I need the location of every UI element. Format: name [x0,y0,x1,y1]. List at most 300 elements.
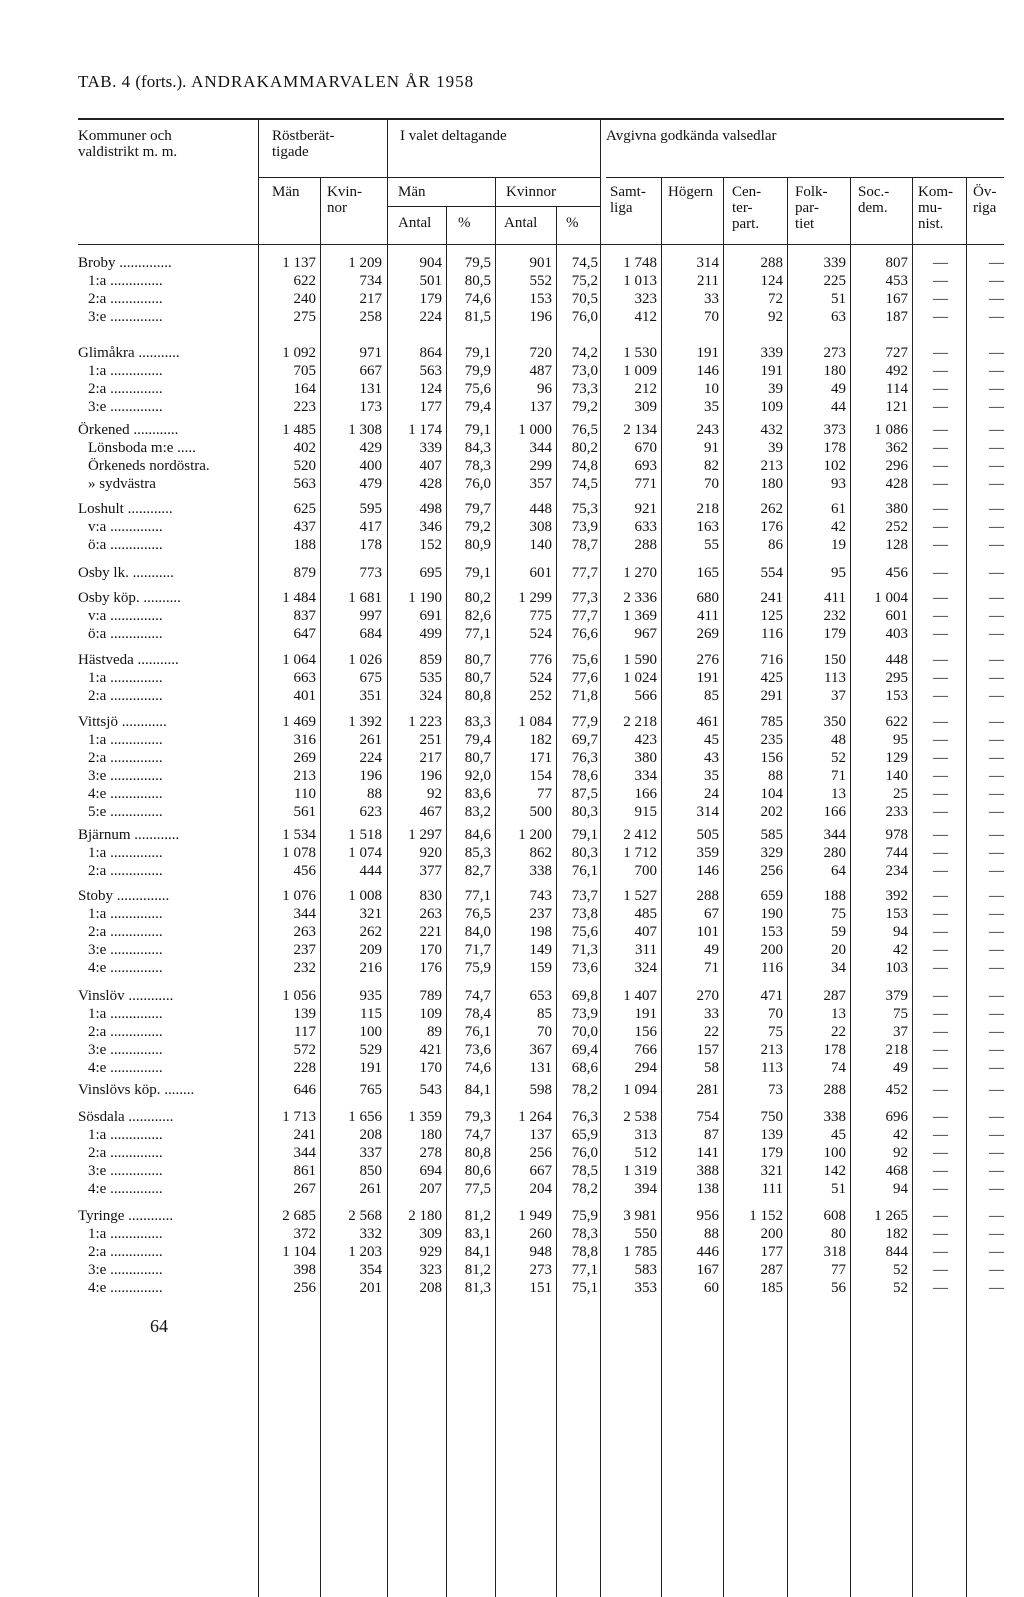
table-row [0,625,1024,643]
row-label: ö:a .............. [88,537,163,553]
cell-kommunister: — [933,714,948,730]
cell-hogern: 680 [696,590,719,606]
cell-deltagande-kvinnor-pct: 76,3 [571,750,598,766]
cell-ovriga: — [989,626,1004,642]
cell-ovriga: — [989,906,1004,922]
cell-deltagande-man-pct: 80,7 [464,750,491,766]
cell-deltagande-man-pct: 84,0 [464,924,491,940]
table-row [0,308,1024,326]
cell-folkpartiet: 52 [831,750,846,766]
cell-folkpartiet: 338 [823,1109,846,1125]
cell-centerpartiet: 262 [760,501,783,517]
row-label: Tyringe ............ [78,1208,174,1224]
cell-deltagande-kvinnor-pct: 78,6 [571,768,598,784]
cell-socialdemokrater: 296 [885,458,908,474]
cell-deltagande-kvinnor-antal: 743 [529,888,552,904]
cell-samtliga: 423 [634,732,657,748]
cell-ovriga: — [989,422,1004,438]
cell-rost-man: 316 [293,732,316,748]
cell-folkpartiet: 59 [831,924,846,940]
cell-folkpartiet: 179 [823,626,846,642]
cell-deltagande-kvinnor-pct: 80,2 [571,440,598,456]
cell-socialdemokrater: 52 [893,1280,908,1296]
cell-deltagande-kvinnor-pct: 77,7 [571,608,598,624]
cell-deltagande-man-antal: 407 [419,458,442,474]
cell-deltagande-kvinnor-antal: 159 [529,960,552,976]
cell-rost-kvinnor: 201 [359,1280,382,1296]
cell-folkpartiet: 37 [831,688,846,704]
cell-deltagande-man-pct: 79,4 [464,399,491,415]
row-label: Lönsboda m:e ..... [88,440,196,456]
cell-rost-man: 1 092 [282,345,316,361]
cell-deltagande-man-antal: 323 [419,1262,442,1278]
table-row [0,254,1024,272]
cell-deltagande-kvinnor-antal: 1 264 [518,1109,552,1125]
cell-folkpartiet: 288 [823,1082,846,1098]
cell-rost-man: 256 [293,1280,316,1296]
cell-deltagande-man-antal: 694 [419,1163,442,1179]
cell-deltagande-kvinnor-antal: 196 [529,309,552,325]
cell-folkpartiet: 80 [831,1226,846,1242]
cell-rost-man: 344 [293,1145,316,1161]
cell-ovriga: — [989,440,1004,456]
cell-hogern: 33 [704,291,719,307]
cell-folkpartiet: 318 [823,1244,846,1260]
cell-deltagande-kvinnor-pct: 73,9 [571,1006,598,1022]
cell-hogern: 91 [704,440,719,456]
cell-kommunister: — [933,1060,948,1076]
cell-kommunister: — [933,565,948,581]
cell-socialdemokrater: 696 [885,1109,908,1125]
cell-rost-kvinnor: 1 026 [348,652,382,668]
cell-deltagande-kvinnor-pct: 76,3 [571,1109,598,1125]
row-label: 3:e .............. [88,942,163,958]
cell-folkpartiet: 75 [831,906,846,922]
cell-hogern: 70 [704,309,719,325]
cell-folkpartiet: 71 [831,768,846,784]
cell-kommunister: — [933,381,948,397]
row-label: » sydvästra [88,476,156,492]
cell-deltagande-man-pct: 73,6 [464,1042,491,1058]
cell-rost-man: 1 076 [282,888,316,904]
cell-samtliga: 191 [634,1006,657,1022]
cell-centerpartiet: 125 [760,608,783,624]
cell-rost-man: 372 [293,1226,316,1242]
cell-ovriga: — [989,309,1004,325]
cell-deltagande-kvinnor-antal: 601 [529,565,552,581]
cell-deltagande-man-pct: 84,3 [464,440,491,456]
cell-deltagande-man-pct: 79,1 [464,565,491,581]
cell-kommunister: — [933,458,948,474]
table-row [0,687,1024,705]
cell-centerpartiet: 554 [760,565,783,581]
cell-rost-kvinnor: 100 [359,1024,382,1040]
cell-deltagande-kvinnor-antal: 182 [529,732,552,748]
cell-kommunister: — [933,590,948,606]
table-row [0,785,1024,803]
table-row [0,669,1024,687]
cell-ovriga: — [989,1181,1004,1197]
cell-centerpartiet: 116 [761,626,783,642]
cell-rost-kvinnor: 595 [359,501,382,517]
row-label: 3:e .............. [88,399,163,415]
cell-samtliga: 334 [634,768,657,784]
cell-rost-man: 646 [293,1082,316,1098]
cell-rost-kvinnor: 216 [359,960,382,976]
cell-deltagande-kvinnor-pct: 74,8 [571,458,598,474]
cell-deltagande-man-pct: 79,2 [464,519,491,535]
cell-hogern: 388 [696,1163,719,1179]
cell-rost-man: 139 [293,1006,316,1022]
cell-deltagande-kvinnor-pct: 75,1 [571,1280,598,1296]
table-row [0,439,1024,457]
row-label: 1:a .............. [88,845,163,861]
cell-deltagande-man-antal: 691 [419,608,442,624]
cell-ovriga: — [989,768,1004,784]
cell-deltagande-kvinnor-pct: 77,3 [571,590,598,606]
cell-samtliga: 633 [634,519,657,535]
cell-hogern: 88 [704,1226,719,1242]
cell-folkpartiet: 63 [831,309,846,325]
cell-samtliga: 309 [634,399,657,415]
cell-hogern: 288 [696,888,719,904]
cell-folkpartiet: 339 [823,255,846,271]
cell-deltagande-man-pct: 76,5 [464,906,491,922]
cell-ovriga: — [989,1060,1004,1076]
cell-hogern: 146 [696,363,719,379]
cell-kommunister: — [933,804,948,820]
table-row [0,398,1024,416]
cell-deltagande-man-antal: 217 [419,750,442,766]
cell-deltagande-kvinnor-antal: 85 [537,1006,552,1022]
row-label: 4:e .............. [88,786,163,802]
cell-samtliga: 1 024 [623,670,657,686]
cell-socialdemokrater: 1 086 [874,422,908,438]
cell-folkpartiet: 344 [823,827,846,843]
cell-kommunister: — [933,863,948,879]
cell-centerpartiet: 113 [761,1060,783,1076]
cell-hogern: 956 [696,1208,719,1224]
cell-deltagande-man-pct: 85,3 [464,845,491,861]
cell-hogern: 167 [696,1262,719,1278]
cell-deltagande-kvinnor-antal: 1 000 [518,422,552,438]
row-label: 2:a .............. [88,291,163,307]
cell-kommunister: — [933,345,948,361]
cell-centerpartiet: 92 [768,309,783,325]
table-row [0,1059,1024,1077]
cell-socialdemokrater: 492 [885,363,908,379]
cell-centerpartiet: 72 [768,291,783,307]
cell-deltagande-man-antal: 428 [419,476,442,492]
cell-hogern: 55 [704,537,719,553]
cell-deltagande-kvinnor-pct: 65,9 [571,1127,598,1143]
cell-rost-man: 647 [293,626,316,642]
cell-deltagande-man-pct: 81,5 [464,309,491,325]
cell-kommunister: — [933,1006,948,1022]
cell-deltagande-kvinnor-pct: 69,4 [571,1042,598,1058]
cell-rost-kvinnor: 1 308 [348,422,382,438]
table-row [0,767,1024,785]
cell-rost-man: 263 [293,924,316,940]
cell-folkpartiet: 56 [831,1280,846,1296]
cell-folkpartiet: 34 [831,960,846,976]
cell-hogern: 49 [704,942,719,958]
cell-deltagande-man-antal: 1 359 [408,1109,442,1125]
row-label: Hästveda ........... [78,652,179,668]
table-row [0,380,1024,398]
cell-rost-man: 437 [293,519,316,535]
cell-samtliga: 1 270 [623,565,657,581]
cell-deltagande-kvinnor-antal: 96 [537,381,552,397]
cell-rost-man: 563 [293,476,316,492]
cell-hogern: 35 [704,399,719,415]
cell-socialdemokrater: 362 [885,440,908,456]
cell-socialdemokrater: 744 [885,845,908,861]
cell-deltagande-man-pct: 82,7 [464,863,491,879]
cell-rost-kvinnor: 224 [359,750,382,766]
table-row [0,475,1024,493]
cell-hogern: 141 [696,1145,719,1161]
cell-samtliga: 311 [635,942,657,958]
cell-ovriga: — [989,732,1004,748]
header-kvinnor-antal: Antal [504,215,538,231]
cell-rost-kvinnor: 1 681 [348,590,382,606]
cell-deltagande-kvinnor-antal: 901 [529,255,552,271]
cell-hogern: 211 [697,273,719,289]
cell-samtliga: 407 [634,924,657,940]
row-label: Glimåkra ........... [78,345,180,361]
cell-deltagande-man-antal: 1 297 [408,827,442,843]
cell-centerpartiet: 291 [760,688,783,704]
cell-hogern: 71 [704,960,719,976]
cell-socialdemokrater: 121 [885,399,908,415]
cell-deltagande-man-pct: 82,6 [464,608,491,624]
cell-kommunister: — [933,363,948,379]
cell-deltagande-man-antal: 170 [419,1060,442,1076]
cell-folkpartiet: 150 [823,652,846,668]
cell-samtliga: 1 527 [623,888,657,904]
cell-folkpartiet: 608 [823,1208,846,1224]
cell-rost-kvinnor: 131 [359,381,382,397]
cell-deltagande-kvinnor-pct: 78,7 [571,537,598,553]
cell-deltagande-kvinnor-antal: 252 [529,688,552,704]
cell-folkpartiet: 22 [831,1024,846,1040]
cell-samtliga: 967 [634,626,657,642]
header-centerpartiet: Cen- ter- part. [732,184,762,232]
row-label: v:a .............. [88,608,163,624]
cell-folkpartiet: 373 [823,422,846,438]
cell-folkpartiet: 44 [831,399,846,415]
cell-socialdemokrater: 380 [885,501,908,517]
cell-centerpartiet: 213 [760,458,783,474]
cell-deltagande-man-pct: 76,0 [464,476,491,492]
cell-hogern: 67 [704,906,719,922]
cell-ovriga: — [989,1208,1004,1224]
cell-folkpartiet: 411 [824,590,846,606]
row-label: 3:e .............. [88,1042,163,1058]
header-rost-man: Män [272,184,300,200]
cell-deltagande-kvinnor-antal: 1 200 [518,827,552,843]
cell-deltagande-man-pct: 75,9 [464,960,491,976]
cell-socialdemokrater: 295 [885,670,908,686]
cell-hogern: 314 [696,804,719,820]
cell-ovriga: — [989,381,1004,397]
cell-samtliga: 380 [634,750,657,766]
table-row [0,564,1024,582]
cell-deltagande-kvinnor-pct: 79,2 [571,399,598,415]
cell-kommunister: — [933,845,948,861]
header-i-valet-deltagande: I valet deltagande [400,128,507,144]
table-row [0,844,1024,862]
cell-rost-kvinnor: 209 [359,942,382,958]
cell-deltagande-man-antal: 278 [419,1145,442,1161]
cell-deltagande-man-pct: 81,2 [464,1262,491,1278]
row-label: 4:e .............. [88,960,163,976]
cell-deltagande-man-pct: 80,5 [464,273,491,289]
cell-centerpartiet: 153 [760,924,783,940]
row-label: 2:a .............. [88,863,163,879]
cell-deltagande-kvinnor-pct: 73,0 [571,363,598,379]
cell-centerpartiet: 176 [760,519,783,535]
header-man-pct: % [458,215,471,231]
cell-deltagande-kvinnor-pct: 74,5 [571,255,598,271]
cell-folkpartiet: 180 [823,363,846,379]
cell-rost-kvinnor: 444 [359,863,382,879]
cell-centerpartiet: 1 152 [749,1208,783,1224]
cell-deltagande-man-antal: 499 [419,626,442,642]
cell-deltagande-kvinnor-antal: 171 [529,750,552,766]
cell-samtliga: 583 [634,1262,657,1278]
cell-samtliga: 700 [634,863,657,879]
cell-socialdemokrater: 167 [885,291,908,307]
cell-deltagande-kvinnor-antal: 598 [529,1082,552,1098]
cell-deltagande-kvinnor-antal: 1 949 [518,1208,552,1224]
cell-rost-man: 267 [293,1181,316,1197]
cell-samtliga: 1 369 [623,608,657,624]
cell-rost-kvinnor: 262 [359,924,382,940]
cell-hogern: 101 [696,924,719,940]
cell-deltagande-man-pct: 84,6 [464,827,491,843]
cell-rost-man: 228 [293,1060,316,1076]
cell-deltagande-kvinnor-antal: 948 [529,1244,552,1260]
cell-rost-kvinnor: 623 [359,804,382,820]
cell-deltagande-kvinnor-antal: 204 [529,1181,552,1197]
cell-deltagande-kvinnor-pct: 78,3 [571,1226,598,1242]
cell-kommunister: — [933,1262,948,1278]
cell-deltagande-man-antal: 263 [419,906,442,922]
cell-rost-man: 1 534 [282,827,316,843]
cell-rost-kvinnor: 773 [359,565,382,581]
cell-centerpartiet: 39 [768,440,783,456]
cell-hogern: 243 [696,422,719,438]
cell-rost-kvinnor: 332 [359,1226,382,1242]
cell-kommunister: — [933,750,948,766]
cell-deltagande-man-pct: 74,6 [464,1060,491,1076]
cell-deltagande-man-antal: 92 [427,786,442,802]
cell-deltagande-man-pct: 80,8 [464,1145,491,1161]
row-label: Vinslövs köp. ........ [78,1082,195,1098]
cell-ovriga: — [989,670,1004,686]
cell-kommunister: — [933,1226,948,1242]
cell-rost-man: 240 [293,291,316,307]
cell-ovriga: — [989,1262,1004,1278]
cell-samtliga: 412 [634,309,657,325]
cell-centerpartiet: 86 [768,537,783,553]
cell-kommunister: — [933,1163,948,1179]
cell-socialdemokrater: 468 [885,1163,908,1179]
cell-centerpartiet: 425 [760,670,783,686]
cell-folkpartiet: 178 [823,440,846,456]
cell-socialdemokrater: 807 [885,255,908,271]
cell-kommunister: — [933,440,948,456]
cell-ovriga: — [989,255,1004,271]
cell-samtliga: 1 009 [623,363,657,379]
cell-rost-man: 1 064 [282,652,316,668]
cell-rost-kvinnor: 217 [359,291,382,307]
cell-rost-kvinnor: 667 [359,363,382,379]
table-row [0,1041,1024,1059]
cell-socialdemokrater: 94 [893,924,908,940]
cell-socialdemokrater: 392 [885,888,908,904]
cell-folkpartiet: 42 [831,519,846,535]
header-folkpartiet: Folk- par- tiet [795,184,828,232]
cell-centerpartiet: 321 [760,1163,783,1179]
cell-deltagande-kvinnor-pct: 74,5 [571,476,598,492]
cell-ovriga: — [989,608,1004,624]
table-row [0,987,1024,1005]
cell-deltagande-kvinnor-antal: 273 [529,1262,552,1278]
cell-ovriga: — [989,1163,1004,1179]
cell-rost-man: 269 [293,750,316,766]
cell-deltagande-man-antal: 309 [419,1226,442,1242]
cell-socialdemokrater: 92 [893,1145,908,1161]
cell-centerpartiet: 191 [760,363,783,379]
cell-deltagande-kvinnor-antal: 367 [529,1042,552,1058]
cell-deltagande-kvinnor-antal: 524 [529,670,552,686]
table-row [0,272,1024,290]
cell-deltagande-man-pct: 77,5 [464,1181,491,1197]
cell-rost-man: 398 [293,1262,316,1278]
cell-rost-man: 110 [294,786,316,802]
cell-samtliga: 323 [634,291,657,307]
row-label: Broby .............. [78,255,172,271]
table-row [0,923,1024,941]
cell-kommunister: — [933,732,948,748]
cell-samtliga: 3 981 [623,1208,657,1224]
cell-hogern: 191 [696,670,719,686]
cell-samtliga: 324 [634,960,657,976]
cell-kommunister: — [933,501,948,517]
cell-deltagande-man-antal: 830 [419,888,442,904]
cell-rost-kvinnor: 354 [359,1262,382,1278]
table-row [0,362,1024,380]
cell-socialdemokrater: 42 [893,942,908,958]
cell-ovriga: — [989,942,1004,958]
cell-deltagande-kvinnor-antal: 308 [529,519,552,535]
row-label: Örkened ............ [78,422,179,438]
cell-ovriga: — [989,345,1004,361]
cell-folkpartiet: 77 [831,1262,846,1278]
cell-deltagande-kvinnor-antal: 338 [529,863,552,879]
cell-deltagande-kvinnor-antal: 776 [529,652,552,668]
cell-deltagande-man-antal: 152 [419,537,442,553]
cell-deltagande-kvinnor-antal: 131 [529,1060,552,1076]
cell-socialdemokrater: 379 [885,988,908,1004]
cell-deltagande-man-pct: 74,7 [464,1127,491,1143]
cell-socialdemokrater: 234 [885,863,908,879]
cell-hogern: 269 [696,626,719,642]
cell-ovriga: — [989,519,1004,535]
